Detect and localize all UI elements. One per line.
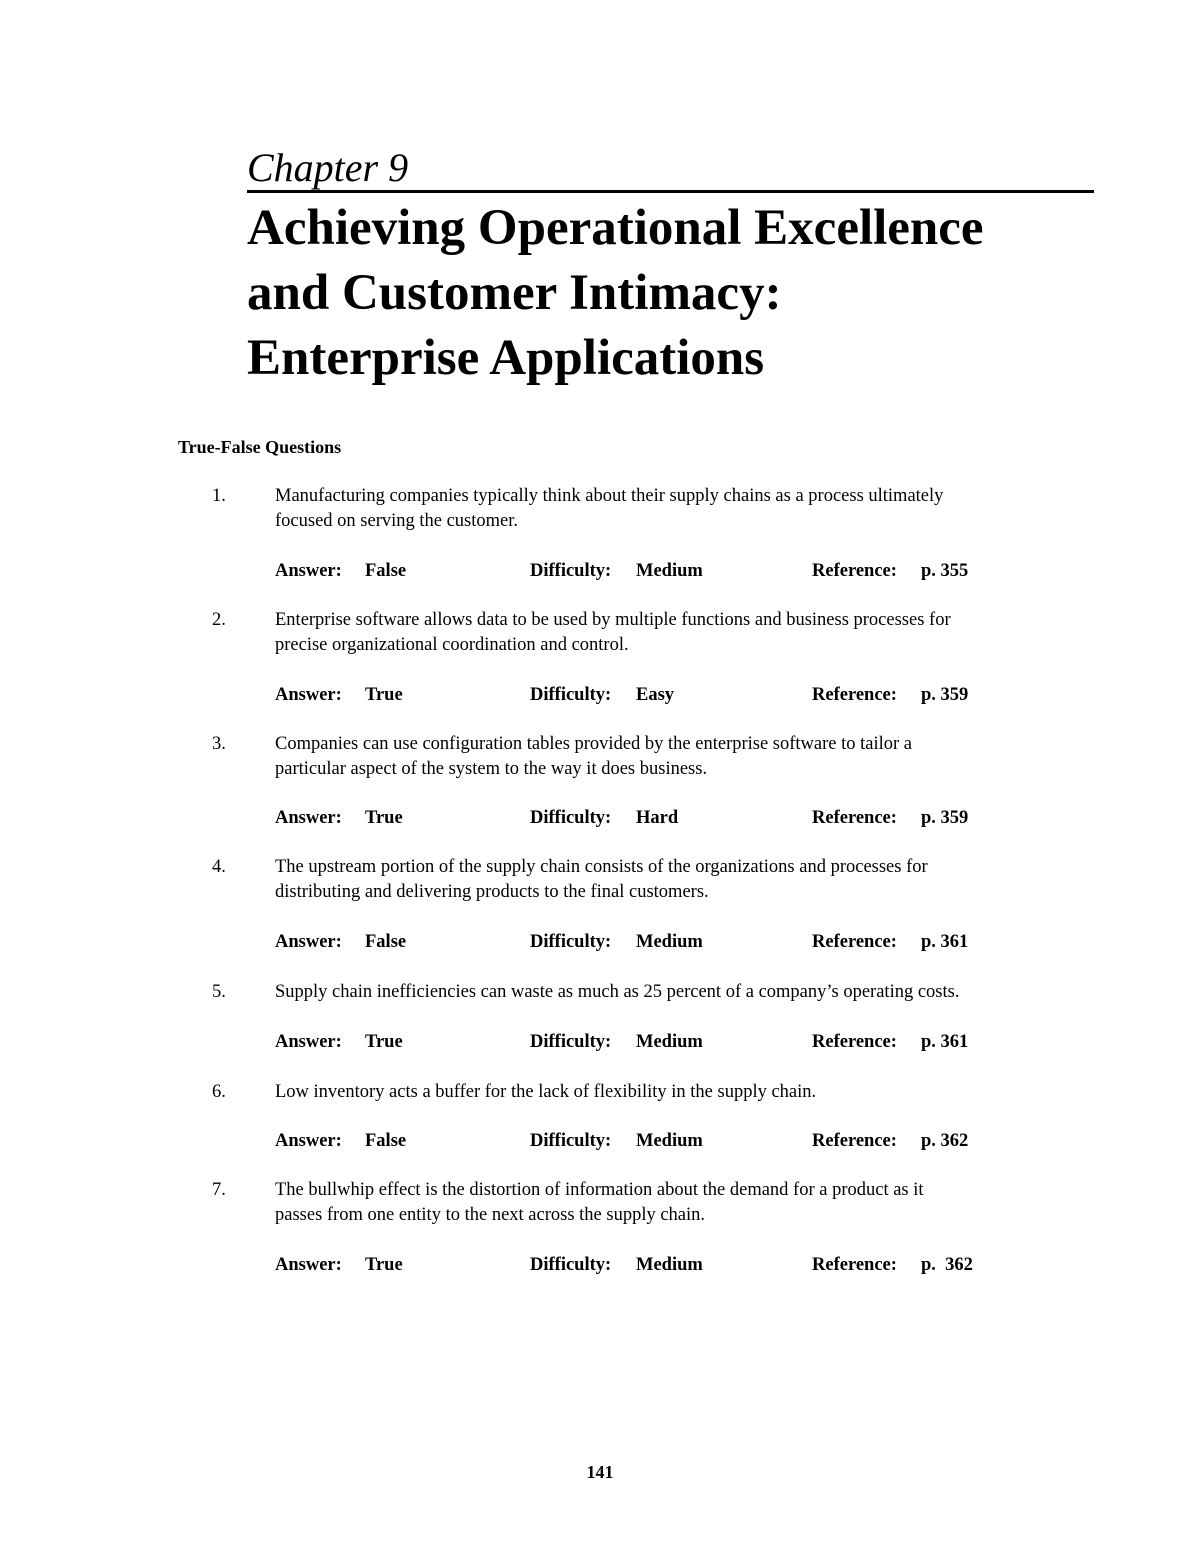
difficulty-value: Hard — [636, 808, 679, 828]
answer-label: Answer: — [275, 1032, 342, 1052]
answer-value: False — [365, 932, 407, 952]
reference-label: Reference: — [812, 685, 897, 705]
reference-value: p. 361 — [921, 1032, 969, 1052]
difficulty-value: Medium — [636, 561, 703, 581]
question-text — [275, 1080, 1085, 1105]
question-text — [275, 1178, 1085, 1228]
question-number: 3. — [212, 734, 226, 754]
difficulty-label: Difficulty: — [530, 685, 612, 705]
difficulty-label: Difficulty: — [530, 1255, 612, 1275]
question-text-line: Supply chain inefficiencies can waste as much as 25 percent of a company’s operating costs. — [275, 982, 960, 1002]
chapter-divider — [247, 190, 1094, 193]
question-text — [275, 608, 1085, 658]
reference-label: Reference: — [812, 561, 897, 581]
question-text-line: Companies can use configuration tables provided by the enterprise software to tailor a — [275, 734, 913, 754]
answer-label: Answer: — [275, 808, 342, 828]
question-text — [275, 855, 1085, 905]
answer-value: False — [365, 561, 407, 581]
reference-value: p. 362 — [921, 1131, 969, 1151]
question-text-line: The upstream portion of the supply chain consists of the organizations and processes for — [275, 857, 928, 877]
question-text-line: particular aspect of the system to the way it does business. — [275, 759, 708, 779]
answer-value: True — [365, 1255, 403, 1275]
answer-value: True — [365, 1032, 403, 1052]
chapter-label: Chapter 9 — [247, 145, 409, 190]
chapter-title-line: Achieving Operational Excellence — [247, 200, 984, 256]
answer-label: Answer: — [275, 1255, 342, 1275]
question-number: 7. — [212, 1180, 226, 1200]
difficulty-value: Medium — [636, 932, 703, 952]
question-number: 6. — [212, 1082, 226, 1102]
question-text — [275, 980, 1085, 1005]
reference-label: Reference: — [812, 808, 897, 828]
page-number: 141 — [586, 1462, 614, 1482]
difficulty-value: Medium — [636, 1255, 703, 1275]
difficulty-label: Difficulty: — [530, 1032, 612, 1052]
question-text-line: The bullwhip effect is the distortion of information about the demand for a product as it — [275, 1180, 924, 1200]
difficulty-value: Medium — [636, 1032, 703, 1052]
answer-label: Answer: — [275, 685, 342, 705]
reference-label: Reference: — [812, 1032, 897, 1052]
section-heading: True-False Questions — [178, 437, 342, 457]
difficulty-label: Difficulty: — [530, 1131, 612, 1151]
question-text — [275, 732, 1085, 782]
question-text-line: Low inventory acts a buffer for the lack of flexibility in the supply chain. — [275, 1082, 817, 1102]
answer-value: True — [365, 685, 403, 705]
difficulty-label: Difficulty: — [530, 561, 612, 581]
question-text-line: passes from one entity to the next across the supply chain. — [275, 1205, 706, 1225]
question-number: 1. — [212, 486, 226, 506]
question-text-line: Enterprise software allows data to be used by multiple functions and business processes for — [275, 610, 951, 630]
question-number: 2. — [212, 610, 226, 630]
reference-value: p. 355 — [921, 561, 969, 581]
difficulty-label: Difficulty: — [530, 808, 612, 828]
question-text-line: Manufacturing companies typically think about their supply chains as a process ultimately — [275, 486, 944, 506]
answer-label: Answer: — [275, 1131, 342, 1151]
reference-value: p. 359 — [921, 808, 969, 828]
question-text-line: distributing and delivering products to the final customers. — [275, 882, 709, 902]
difficulty-value: Medium — [636, 1131, 703, 1151]
question-text-line: precise organizational coordination and control. — [275, 635, 629, 655]
question-number: 4. — [212, 857, 226, 877]
reference-label: Reference: — [812, 932, 897, 952]
reference-label: Reference: — [812, 1255, 897, 1275]
answer-label: Answer: — [275, 932, 342, 952]
answer-value: True — [365, 808, 403, 828]
answer-value: False — [365, 1131, 407, 1151]
reference-value: p. 362 — [921, 1255, 973, 1275]
difficulty-label: Difficulty: — [530, 932, 612, 952]
chapter-title-line: Enterprise Applications — [247, 330, 765, 386]
reference-label: Reference: — [812, 1131, 897, 1151]
reference-value: p. 359 — [921, 685, 969, 705]
question-text-line: focused on serving the customer. — [275, 511, 519, 531]
answer-label: Answer: — [275, 561, 342, 581]
difficulty-value: Easy — [636, 685, 675, 705]
chapter-title-line: and Customer Intimacy: — [247, 265, 782, 321]
question-text — [275, 484, 1085, 534]
chapter-title — [247, 196, 1107, 391]
question-number: 5. — [212, 982, 226, 1002]
reference-value: p. 361 — [921, 932, 969, 952]
